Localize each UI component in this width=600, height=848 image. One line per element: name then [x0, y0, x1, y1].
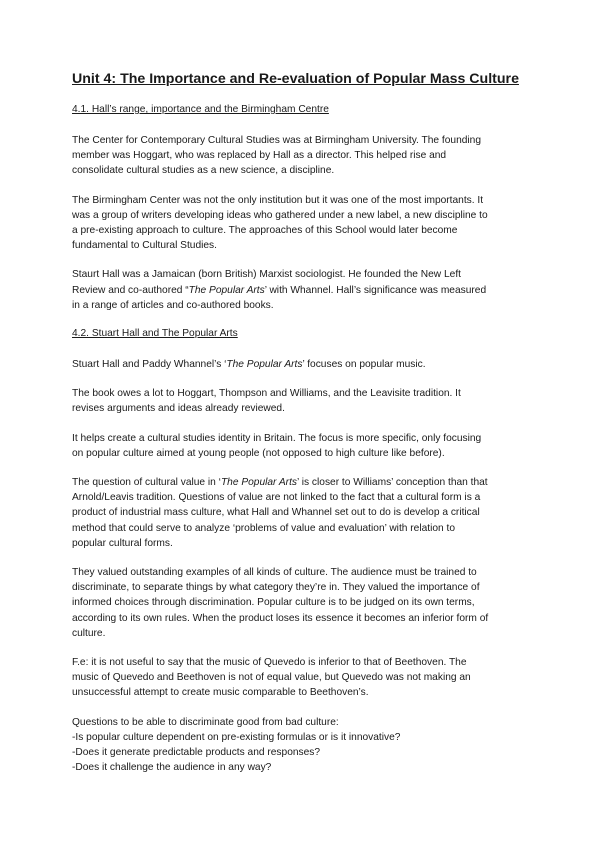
text-line: informed choices through discrimination. Popular culture is to be judged on its own terms,	[72, 597, 475, 609]
questions-list	[72, 715, 532, 776]
text-line: music of Quevedo and Beethoven is not of equal value, but Quevedo was not making an	[72, 672, 471, 684]
document-page	[72, 70, 532, 776]
text-line	[72, 357, 532, 372]
list-item: Questions to be able to discriminate good from bad culture:	[72, 716, 339, 728]
book-title-emphasis: The Popular Arts	[226, 359, 303, 371]
text-line: according to its own rules. When the product loses its essence it becomes an inferior form of	[72, 612, 489, 624]
text-line: a pre-existing approach to culture. The approaches of this School would later become	[72, 225, 458, 237]
document-title: Unit 4: The Importance and Re-evaluation of Popular Mass Culture	[72, 71, 519, 87]
text-segment: The question of cultural value in ‘	[72, 477, 221, 489]
text-line: in a range of articles and co-authored books.	[72, 299, 274, 311]
text-line: revises arguments and ideas already reviewed.	[72, 403, 285, 415]
paragraph-stuart-hall-bio	[72, 267, 532, 313]
paragraph-identity	[72, 431, 532, 461]
text-line: Staurt Hall was a Jamaican (born British) Marxist sociologist. He founded the New Left	[72, 269, 461, 281]
paragraph-example-quevedo	[72, 655, 532, 701]
text-line: F.e: it is not useful to say that the music of Quevedo is inferior to that of Beethoven. The	[72, 657, 467, 669]
text-line: consolidate cultural studies as a new science, a discipline.	[72, 165, 335, 177]
book-title-emphasis: The Popular Arts	[220, 477, 298, 489]
paragraph-discrimination	[72, 565, 532, 641]
text-line: discriminate, to separate things by what category they’re in. They valued the importance of	[72, 582, 480, 594]
paragraph-birmingham-center	[72, 133, 532, 179]
text-line: The Birmingham Center was not the only institution but it was one of the most importants. It	[72, 194, 484, 206]
text-segment: ’ is closer to Williams’ conception than that	[297, 477, 488, 489]
text-segment: ’ with Whannel. Hall’s significance was measured	[264, 284, 487, 296]
list-item: -Does it generate predictable products and responses?	[72, 747, 321, 759]
text-line: The book owes a lot to Hoggart, Thompson and Williams, and the Leavisite tradition. It	[72, 388, 461, 400]
text-line: was a group of writers developing ideas who gathered under a new label, a new discipline to	[72, 209, 488, 221]
text-line	[72, 283, 532, 298]
text-line: culture.	[72, 627, 106, 639]
paragraph-popular-arts-intro	[72, 357, 532, 372]
section-heading-4-1: 4.1. Hall’s range, importance and the Birmingham Centre	[72, 104, 329, 115]
text-line: member was Hoggart, who was replaced by Hall as a director. This helped rise and	[72, 150, 447, 162]
list-item: -Does it challenge the audience in any way?	[72, 762, 272, 774]
paragraph-influences	[72, 386, 532, 416]
text-line: on popular culture aimed at young people (not opposed to high culture like before).	[72, 447, 445, 459]
text-line: The Center for Contemporary Cultural Studies was at Birmingham University. The founding	[72, 135, 482, 146]
text-segment: Review and co-authored “	[72, 284, 189, 296]
text-line: Arnold/Leavis tradition. Questions of value are not linked to the fact that a cultural form is a	[72, 492, 481, 504]
book-title-emphasis: The Popular Arts	[188, 284, 265, 296]
text-line: fundamental to Cultural Studies.	[72, 240, 217, 252]
list-item: -Is popular culture dependent on pre-existing formulas or is it innovative?	[72, 731, 401, 743]
text-segment: Stuart Hall and Paddy Whannel’s ‘	[72, 359, 227, 371]
text-line: unsuccessful attempt to create music comparable to Beethoven’s.	[72, 687, 369, 699]
text-line: method that could serve to analyze ‘problems of value and evaluation’ with relation to	[72, 522, 456, 534]
text-line: They valued outstanding examples of all kinds of culture. The audience must be trained to	[72, 567, 477, 579]
section-heading-4-2: 4.2. Stuart Hall and The Popular Arts	[72, 328, 238, 340]
text-line: It helps create a cultural studies identity in Britain. The focus is more specific, only focusing	[72, 432, 482, 444]
paragraph-birmingham-importance	[72, 193, 532, 254]
text-segment: ’ focuses on popular music.	[302, 359, 426, 371]
text-line: product of industrial mass culture, what Hall and Whannel set out to do is develop a critical	[72, 507, 480, 519]
paragraph-cultural-value	[72, 475, 532, 551]
text-line	[72, 475, 532, 490]
text-line: popular cultural forms.	[72, 537, 173, 549]
